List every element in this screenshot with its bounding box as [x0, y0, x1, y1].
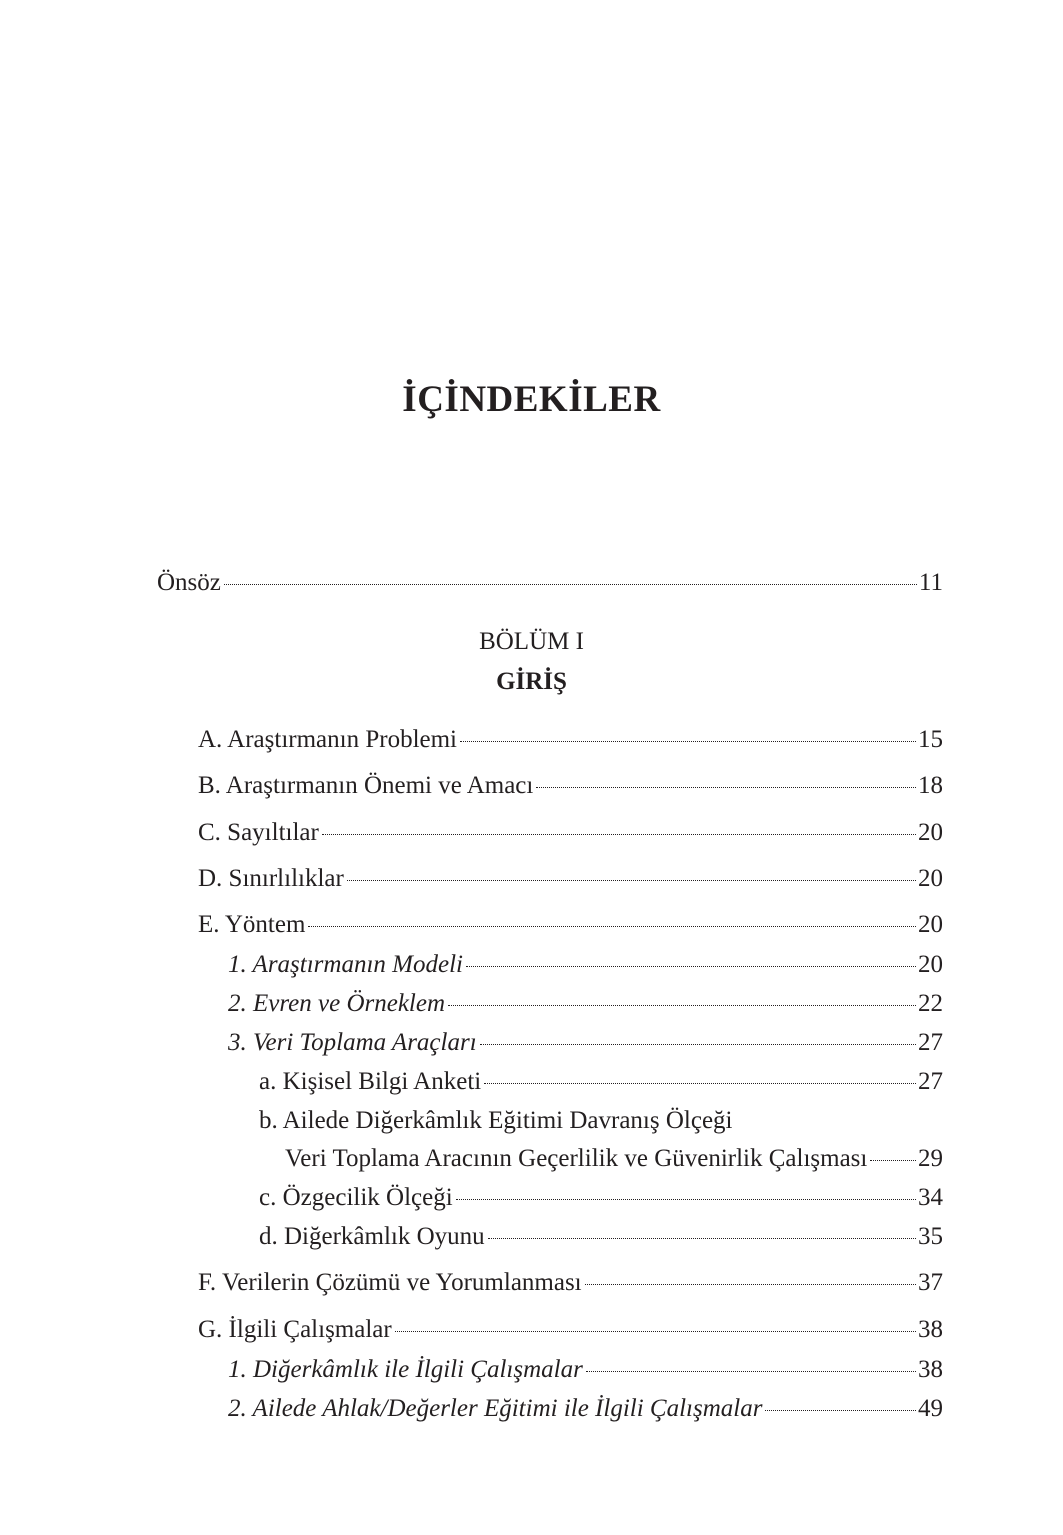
toc-entry-label: Veri Toplama Aracının Geçerlilik ve Güvenirlik Çalışması — [285, 1145, 868, 1172]
toc-entry-page: 35 — [918, 1223, 943, 1250]
toc-entry-page: 20 — [918, 911, 943, 938]
toc-entry-label: d. Diğerkâmlık Oyunu — [259, 1223, 485, 1250]
dot-leader — [870, 1160, 916, 1161]
dot-leader — [586, 1371, 916, 1372]
toc-entry-label: a. Kişisel Bilgi Anketi — [259, 1068, 482, 1095]
toc-entry-label: B. Araştırmanın Önemi ve Amacı — [198, 772, 534, 799]
dot-leader — [448, 1005, 916, 1006]
dot-leader — [765, 1410, 916, 1411]
toc-entry-label: 1. Diğerkâmlık ile İlgili Çalışmalar — [228, 1356, 583, 1383]
dot-leader — [488, 1238, 916, 1239]
toc-entry[interactable] — [198, 818, 943, 848]
toc-entry-page: 38 — [918, 1356, 943, 1383]
toc-entry[interactable] — [198, 771, 943, 801]
dot-leader — [395, 1331, 916, 1332]
dot-leader — [224, 584, 917, 585]
dot-leader — [308, 926, 916, 927]
toc-entry-page: 29 — [918, 1145, 943, 1172]
dot-leader — [347, 880, 916, 881]
toc-entry-page: 22 — [918, 990, 943, 1017]
dot-leader — [480, 1044, 916, 1045]
toc-entry-page: 11 — [918, 569, 943, 596]
toc-entry-label: C. Sayıltılar — [198, 819, 319, 846]
toc-entry-label: 2. Ailede Ahlak/Değerler Eğitimi ile İlgili Çalışmalar — [228, 1395, 763, 1422]
toc-entry[interactable] — [228, 989, 943, 1019]
page-title: İÇİNDEKİLER — [402, 379, 661, 420]
toc-entry-page: 27 — [918, 1029, 943, 1056]
toc-entry[interactable] — [285, 1144, 943, 1174]
toc-entry-label: G. İlgili Çalışmalar — [198, 1316, 392, 1343]
chapter-label: BÖLÜM I — [479, 628, 584, 655]
toc-entry-page: 27 — [918, 1068, 943, 1095]
toc-entry-label: 1. Araştırmanın Modeli — [228, 951, 463, 978]
toc-entry[interactable] — [198, 910, 943, 940]
toc-entry[interactable] — [259, 1067, 943, 1097]
toc-entry[interactable] — [228, 1355, 943, 1385]
toc-entry-label: D. Sınırlılıklar — [198, 865, 344, 892]
toc-entry-page: 20 — [918, 819, 943, 846]
toc-entry[interactable] — [198, 1268, 943, 1298]
toc-entry-page: 20 — [918, 951, 943, 978]
dot-leader — [322, 834, 916, 835]
toc-entry[interactable] — [259, 1222, 943, 1252]
toc-entry-page: 37 — [918, 1269, 943, 1296]
toc-entry[interactable] — [198, 1315, 943, 1345]
dot-leader — [466, 966, 916, 967]
toc-entry-label: E. Yöntem — [198, 911, 306, 938]
toc-entry-page: 34 — [918, 1184, 943, 1211]
chapter-title: GİRİŞ — [496, 668, 567, 695]
toc-entry-page: 49 — [918, 1395, 943, 1422]
dot-leader — [460, 741, 916, 742]
toc-entry-label: F. Verilerin Çözümü ve Yorumlanması — [198, 1269, 582, 1296]
toc-entry-preface[interactable] — [157, 568, 943, 598]
toc-entry[interactable] — [198, 725, 943, 755]
toc-entry[interactable] — [228, 1028, 943, 1058]
toc-entry-page: 20 — [918, 865, 943, 892]
dot-leader — [536, 787, 916, 788]
toc-entry-label: c. Özgecilik Ölçeği — [259, 1184, 453, 1211]
toc-entry-page: 15 — [918, 726, 943, 753]
toc-entry-page: 38 — [918, 1316, 943, 1343]
toc-entry[interactable] — [259, 1106, 943, 1136]
toc-entry[interactable] — [228, 1394, 943, 1424]
toc-entry-label: Önsöz — [157, 569, 221, 596]
toc-entry-label: b. Ailede Diğerkâmlık Eğitimi Davranış Ölçeği — [259, 1107, 733, 1134]
toc-entry-label: 2. Evren ve Örneklem — [228, 990, 446, 1017]
toc-entry[interactable] — [198, 864, 943, 894]
dot-leader — [456, 1199, 916, 1200]
toc-entry[interactable] — [259, 1183, 943, 1213]
dot-leader — [484, 1083, 916, 1084]
toc-entry-page: 18 — [918, 772, 943, 799]
toc-entry-label: A. Araştırmanın Problemi — [198, 726, 457, 753]
toc-entry-label: 3. Veri Toplama Araçları — [228, 1029, 477, 1056]
toc-entry[interactable] — [228, 950, 943, 980]
dot-leader — [585, 1284, 916, 1285]
